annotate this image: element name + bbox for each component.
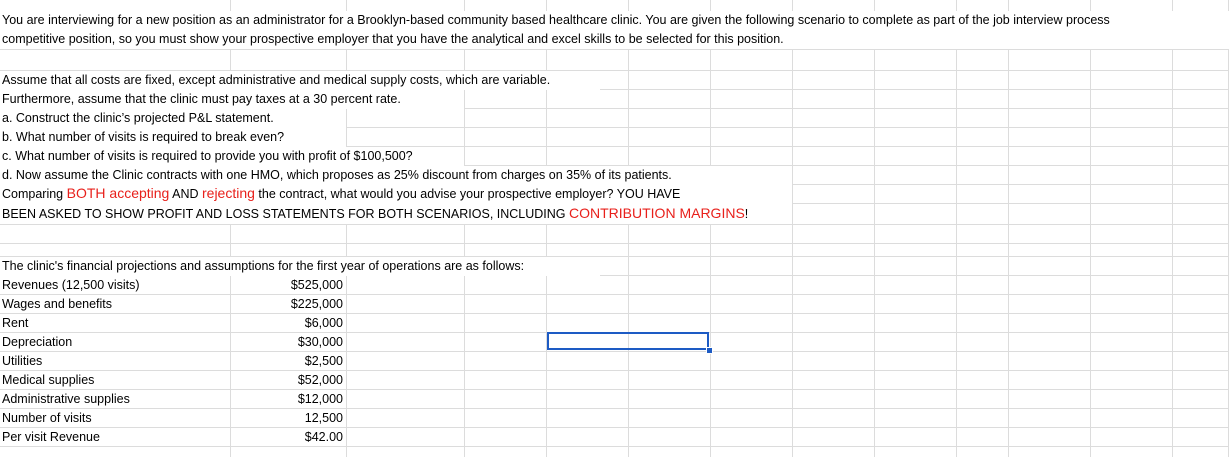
projection-row[interactable] — [0, 314, 346, 333]
asked-text — [2, 205, 748, 223]
question-row[interactable] — [0, 166, 792, 185]
projection-label: Number of visits — [2, 411, 92, 425]
assumption-taxes: Furthermore, assume that the clinic must pay taxes at a 30 percent rate. — [2, 92, 401, 106]
question-a: a. Construct the clinic’s projected P&L statement. — [2, 111, 274, 125]
asked-row[interactable] — [0, 204, 792, 224]
projection-value: $525,000 — [290, 278, 343, 292]
projection-label: Depreciation — [2, 335, 73, 349]
projection-row[interactable] — [0, 409, 346, 428]
projection-value: $42.00 — [304, 430, 343, 444]
projection-value: $52,000 — [297, 373, 343, 387]
intro-row-1[interactable] — [0, 11, 1229, 30]
projection-value: $2,500 — [304, 354, 343, 368]
assumption-row[interactable] — [0, 90, 464, 109]
fill-handle[interactable] — [706, 347, 713, 354]
assumption-costs: Assume that all costs are fixed, except administrative and medical supply costs, which are variable. — [2, 73, 551, 87]
comparison-rejecting: rejecting — [202, 185, 255, 201]
comparison-both-accepting: BOTH accepting — [66, 185, 170, 201]
projection-row[interactable] — [0, 390, 346, 409]
comparison-text — [2, 185, 680, 203]
projection-row[interactable] — [0, 295, 346, 314]
question-row[interactable] — [0, 128, 346, 147]
projection-label: Medical supplies — [2, 373, 95, 387]
comparison-suffix: the contract, what would you advise your prospective employer? YOU HAVE — [254, 187, 681, 201]
projection-row[interactable] — [0, 276, 346, 295]
gridline — [0, 49, 1229, 50]
selected-cell[interactable] — [547, 332, 709, 350]
comparison-and: AND — [169, 187, 202, 201]
projection-label: Per visit Revenue — [2, 430, 100, 444]
gridline — [0, 224, 1229, 225]
comparison-row[interactable] — [0, 184, 792, 204]
question-b: b. What number of visits is required to break even? — [2, 130, 285, 144]
projection-row[interactable] — [0, 371, 346, 390]
intro-line-2: competitive position, so you must show your prospective employer that you have the analytical and excel skills to be selected for this position. — [2, 32, 784, 46]
assumption-row[interactable] — [0, 71, 600, 90]
projection-value: $6,000 — [304, 316, 343, 330]
projection-row[interactable] — [0, 428, 346, 447]
projections-heading: The clinic's financial projections and assumptions for the first year of operations are as follows: — [2, 259, 525, 273]
question-d: d. Now assume the Clinic contracts with one HMO, which proposes as 25% discount from charges on 35% of its patients. — [2, 168, 672, 182]
comparison-prefix: Comparing — [2, 187, 67, 201]
asked-suffix: ! — [744, 207, 749, 221]
projection-label: Utilities — [2, 354, 43, 368]
projection-row[interactable] — [0, 333, 346, 352]
asked-contribution-margins: CONTRIBUTION MARGINS — [569, 205, 745, 221]
intro-row-2[interactable] — [0, 30, 1229, 49]
asked-prefix: BEEN ASKED TO SHOW PROFIT AND LOSS STATEMENTS FOR BOTH SCENARIOS, INCLUDING — [2, 207, 569, 221]
projection-label: Revenues (12,500 visits) — [2, 278, 140, 292]
question-row[interactable] — [0, 109, 346, 128]
projection-value: $30,000 — [297, 335, 343, 349]
projection-value: $12,000 — [297, 392, 343, 406]
gridline — [0, 243, 1229, 244]
projection-label: Rent — [2, 316, 29, 330]
question-c: c. What number of visits is required to provide you with profit of $100,500? — [2, 149, 413, 163]
projection-value: 12,500 — [304, 411, 343, 425]
projection-value: $225,000 — [290, 297, 343, 311]
projections-heading-row[interactable] — [0, 257, 600, 276]
projection-row[interactable] — [0, 352, 346, 371]
intro-line-1: You are interviewing for a new position as an administrator for a Brooklyn-based community based healthcare clinic. You are given the following scenario to complete as part of the job interview process — [2, 13, 1110, 27]
projection-label: Administrative supplies — [2, 392, 130, 406]
projection-label: Wages and benefits — [2, 297, 113, 311]
question-row[interactable] — [0, 147, 464, 166]
